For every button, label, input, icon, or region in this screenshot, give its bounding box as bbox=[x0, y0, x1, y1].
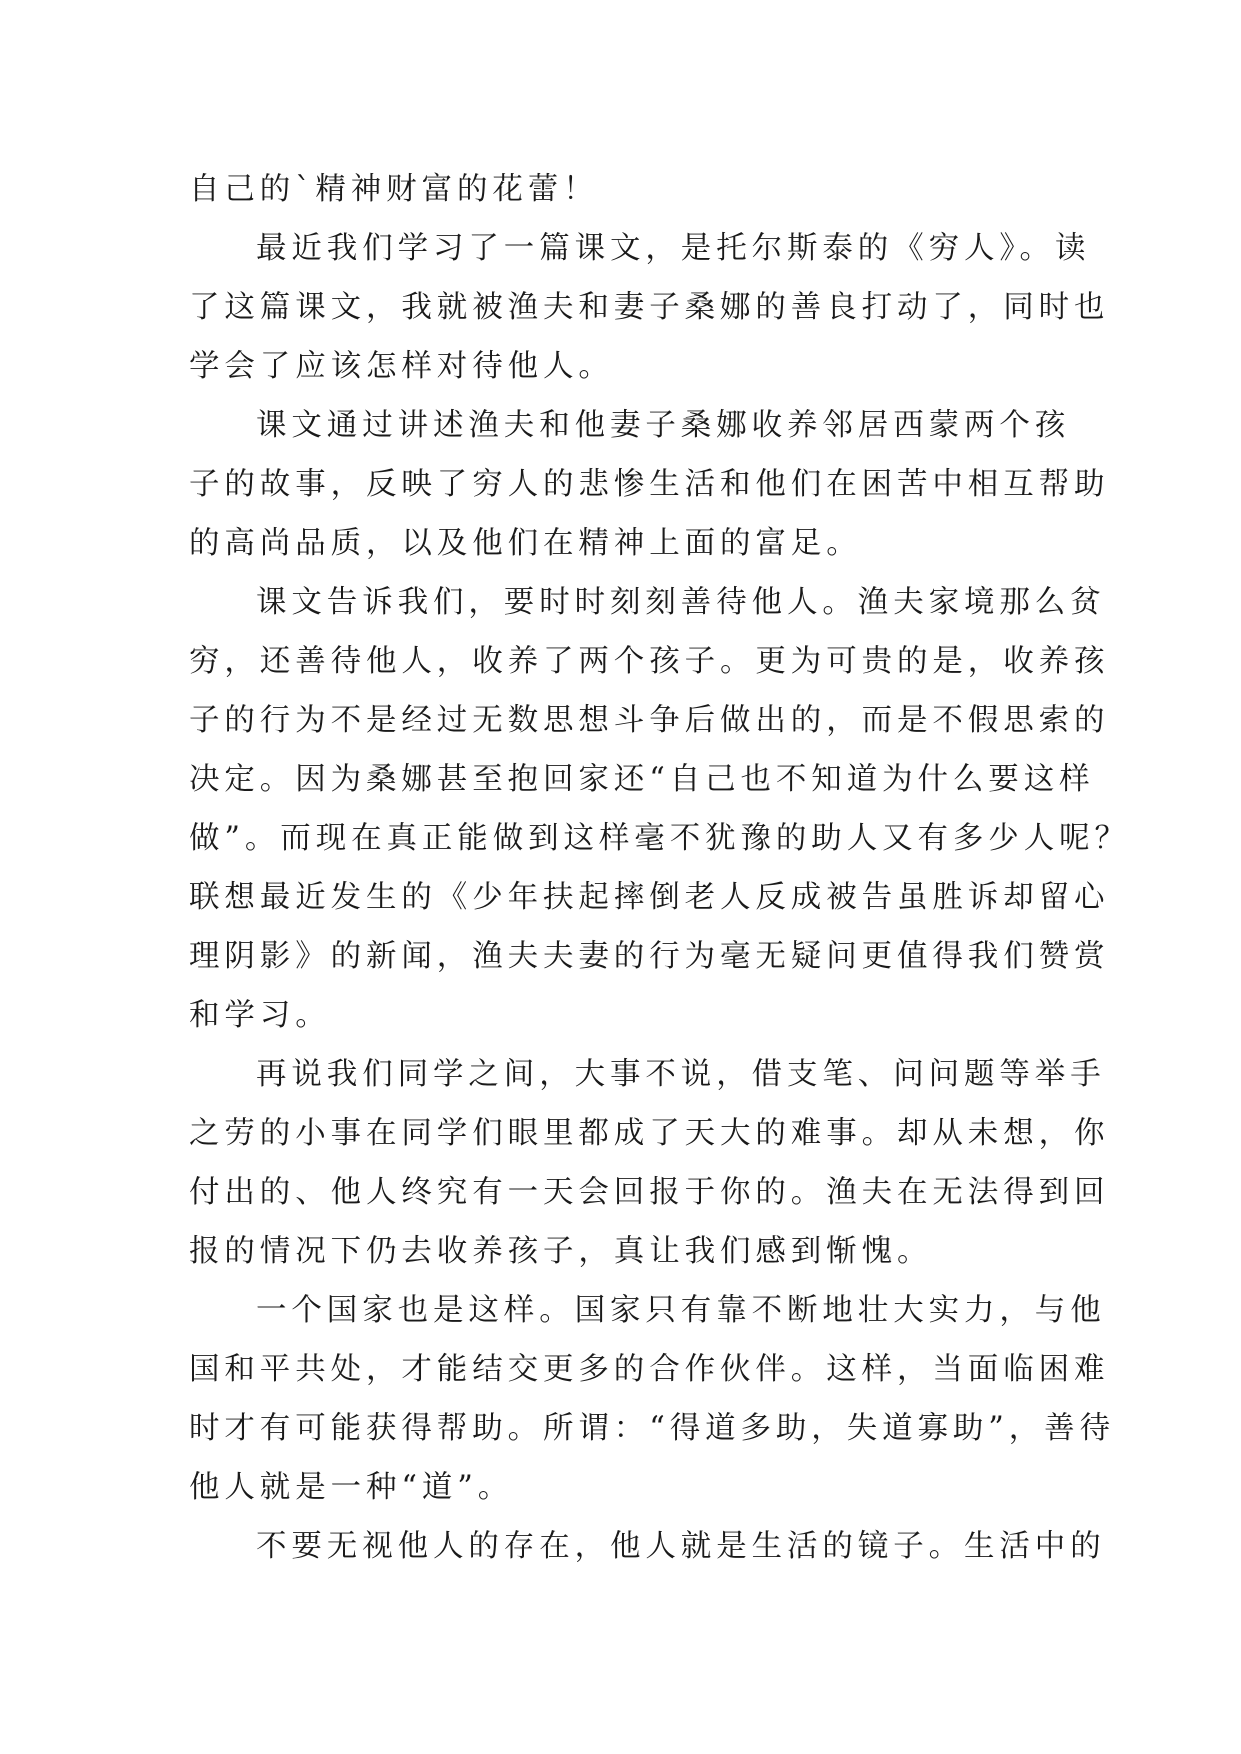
text-line: 报的情况下仍去收养孩子，真让我们感到惭愧。 bbox=[189, 1234, 933, 1269]
text-line: 国和平共处，才能结交更多的合作伙伴。这样，当面临困难 bbox=[189, 1352, 1110, 1387]
paragraph-start-line: 课文通过讲述渔夫和他妻子桑娜收养邻居西蒙两个孩 bbox=[256, 408, 1071, 443]
paragraph-start-line: 不要无视他人的存在，他人就是生活的镜子。生活中的 bbox=[256, 1529, 1106, 1564]
text-line: 学会了应该怎样对待他人。 bbox=[189, 349, 614, 384]
text-line: 和学习。 bbox=[189, 998, 331, 1033]
paragraph-start-line: 一个国家也是这样。国家只有靠不断地壮大实力，与他 bbox=[256, 1293, 1106, 1328]
paragraph-start-line: 课文告诉我们，要时时刻刻善待他人。渔夫家境那么贫 bbox=[256, 585, 1106, 620]
text-line: 自己的`精神财富的花蕾！ bbox=[189, 172, 599, 207]
document-body bbox=[189, 160, 1130, 1576]
text-line: 理阴影》的新闻，渔夫夫妻的行为毫无疑问更值得我们赞赏 bbox=[189, 939, 1110, 974]
text-line: 穷，还善待他人，收养了两个孩子。更为可贵的是，收养孩 bbox=[189, 644, 1110, 679]
text-line: 之劳的小事在同学们眼里都成了天大的难事。却从未想，你 bbox=[189, 1116, 1110, 1151]
text-line: 子的故事，反映了穷人的悲惨生活和他们在困苦中相互帮助 bbox=[189, 467, 1110, 502]
text-line: 他人就是一种“道”。 bbox=[189, 1470, 514, 1505]
text-line: 的高尚品质，以及他们在精神上面的富足。 bbox=[189, 526, 862, 561]
text-line: 子的行为不是经过无数思想斗争后做出的，而是不假思索的 bbox=[189, 703, 1110, 738]
paragraph-start-line: 再说我们同学之间，大事不说，借支笔、问问题等举手 bbox=[256, 1057, 1106, 1092]
text-line: 做”。而现在真正能做到这样毫不犹豫的助人又有多少人呢？ bbox=[189, 821, 1130, 856]
text-line: 决定。因为桑娜甚至抱回家还“自己也不知道为什么要这样 bbox=[189, 762, 1095, 797]
text-line: 付出的、他人终究有一天会回报于你的。渔夫在无法得到回 bbox=[189, 1175, 1110, 1210]
text-line: 时才有可能获得帮助。所谓：“得道多助，失道寡助”，善待 bbox=[189, 1411, 1115, 1446]
text-line: 联想最近发生的《少年扶起摔倒老人反成被告虽胜诉却留心 bbox=[189, 880, 1110, 915]
paragraph-start-line: 最近我们学习了一篇课文，是托尔斯泰的《穷人》。读 bbox=[256, 231, 1091, 266]
text-line: 了这篇课文，我就被渔夫和妻子桑娜的善良打动了，同时也 bbox=[189, 290, 1110, 325]
